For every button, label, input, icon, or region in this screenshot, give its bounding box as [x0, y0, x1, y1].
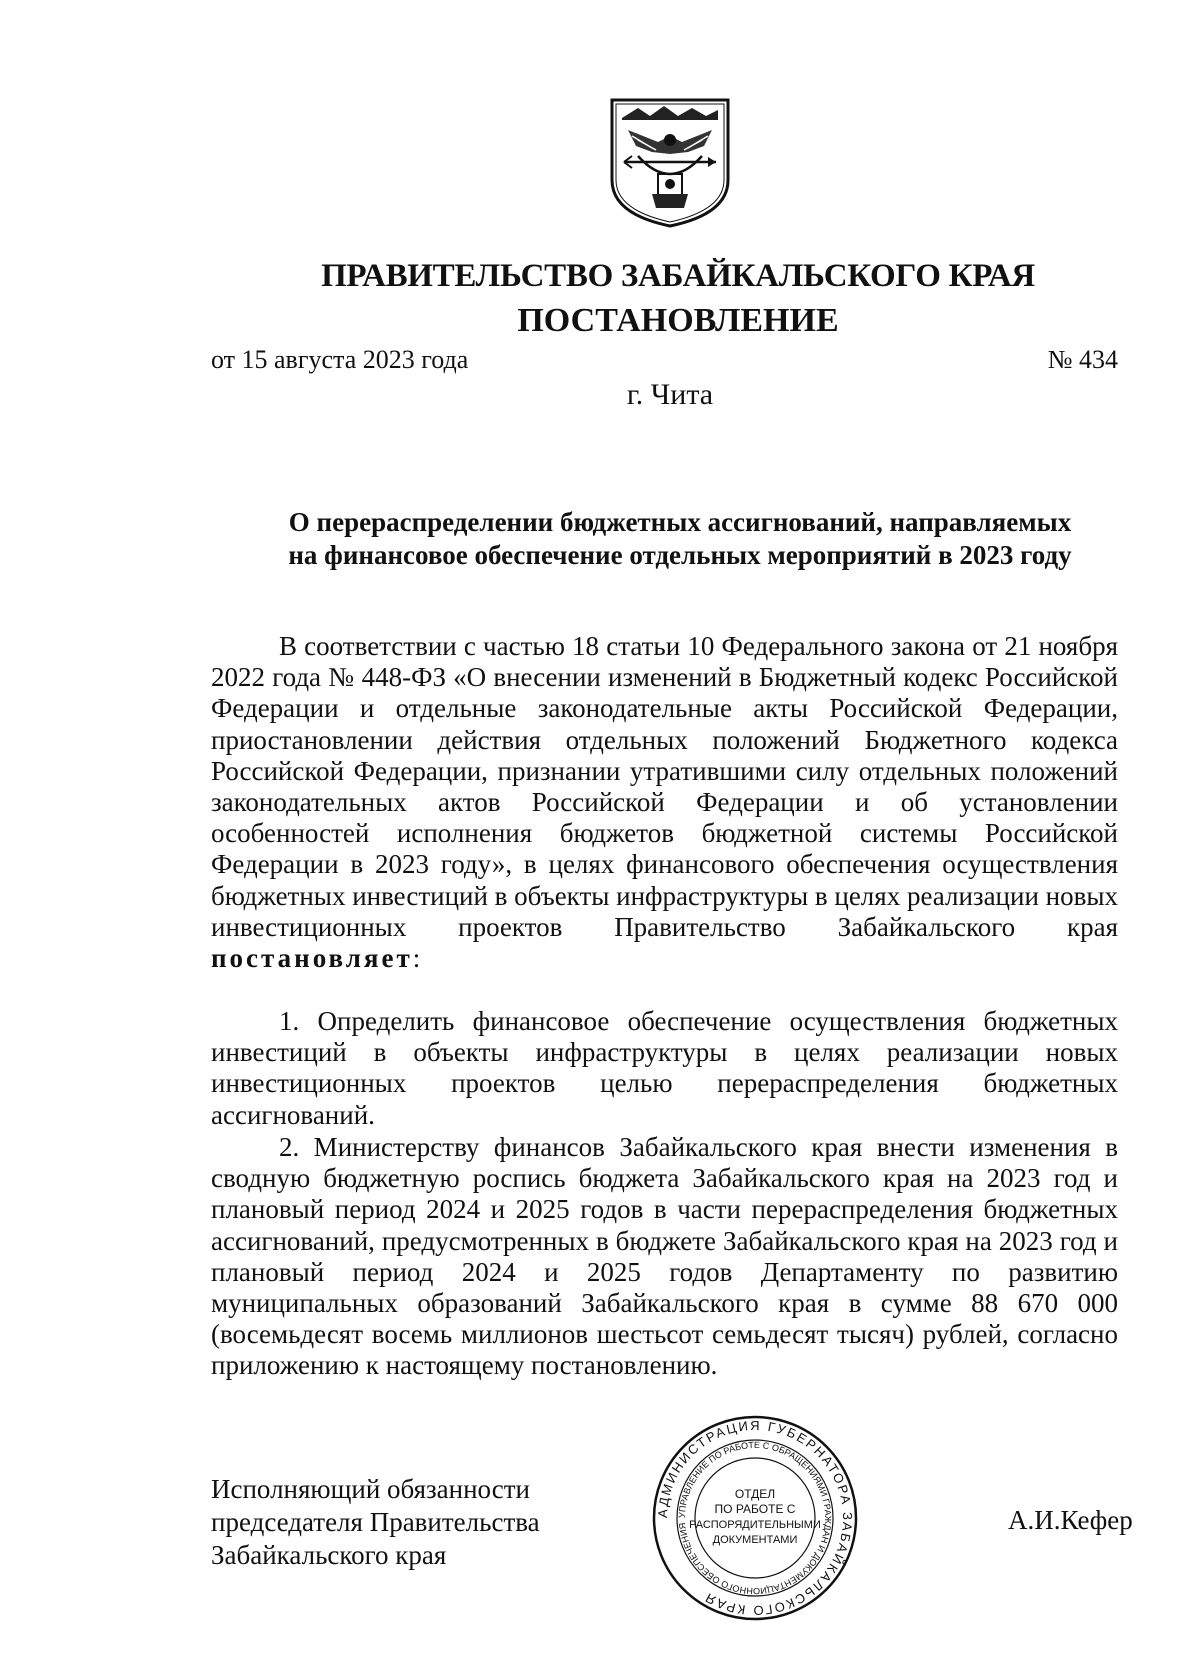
official-stamp [650, 1413, 860, 1623]
signer-position [211, 1473, 540, 1572]
subject-line-2: на финансовое обеспечение отдельных мероприятий в 2023 году [288, 540, 1072, 570]
document-type: ПОСТАНОВЛЕНИЕ [517, 302, 839, 339]
clause-1: 1. Определить финансовое обеспечение осуществления бюджетных инвестиций в объекты инфраструктуры в целях реализации новых инвестиционных проектов целью перераспределения бюджетных ассигнований. [211, 1006, 1118, 1130]
subject-line-1: О перераспределении бюджетных ассигнований, направляемых [288, 507, 1072, 537]
stamp-ring-text: УПРАВЛЕНИЕ ПО РАБОТЕ С ОБРАЩЕНИЯМИ ГРАЖДАН И ДОКУМЕНТАЦИОННОГО ОБЕСПЕЧЕНИЯ [676, 1439, 834, 1597]
document-date: от 15 августа 2023 года [211, 345, 469, 374]
signer-position-line-2: председателя Правительства [211, 1507, 540, 1537]
coat-of-arms-icon [608, 96, 732, 230]
stamp-center-line-1: ОТДЕЛ [734, 1487, 776, 1501]
decree-colon: : [412, 943, 421, 974]
clause-2: 2. Министерству финансов Забайкальского края внести изменения в сводную бюджетную роспись бюджета Забайкальского края на 2023 год и плановый период 2024 и 2025 годов в части перераспределения бюджетных ассигнований, предусмотренных в бюджете Забайкальского края на 2023 год и плановый период 2024 и 2025 годов Департаменту по развитию муниципальных образований Забайкальского края в сумме 88 670 000 (восемьдесят восемь миллионов шестьсот семьдесят тысяч) рублей, согласно приложению к настоящему постановлению. [211, 1132, 1118, 1381]
decree-word: постановляет [211, 943, 413, 974]
stamp-outer-text: АДМИНИСТРАЦИЯ ГУБЕРНАТОРА ЗАБАЙКАЛЬСКОГО КРАЯ [654, 1417, 856, 1619]
document-number: № 434 [1047, 345, 1118, 374]
preamble-paragraph [211, 631, 1118, 974]
svg-text:УПРАВЛЕНИЕ ПО РАБОТЕ С ОБРАЩЕН [677, 1440, 833, 1596]
signer-position-line-3: Забайкальского края [211, 1540, 447, 1570]
stamp-center-line-4: ДОКУМЕНТАМИ [712, 1534, 798, 1546]
preamble-text: В соответствии с частью 18 статьи 10 Федерального закона от 21 ноября 2022 года № 448-ФЗ «О внесении изменений в Бюджетный кодекс Российской Федерации и отдельные законодательные акты Российской Федерации, приостановлении действия отдельных положений Бюджетного кодекса Российской Федерации, признании утратившими силу отдельных положений законодательных актов Российской Федерации и об установлении особенностей исполнения бюджетов бюджетной системы Российской Федерации в 2023 году», в целях финансового обеспечения осуществления бюджетных инвестиций в объекты инфраструктуры в целях реализации новых инвестиционных проектов Правительство Забайкальского края [211, 631, 1118, 942]
document-subject [140, 506, 1200, 572]
organization-title: ПРАВИТЕЛЬСТВО ЗАБАЙКАЛЬСКОГО КРАЯ [321, 258, 1035, 294]
stamp-center-line-3: РАСПОРЯДИТЕЛЬНЫМИ [689, 1519, 821, 1531]
document-city: г. Чита [626, 378, 714, 411]
stamp-center-line-2: ПО РАБОТЕ С [714, 1502, 796, 1516]
signer-name: А.И.Кефер [1008, 1505, 1133, 1535]
signer-position-line-1: Исполняющий обязанности [211, 1474, 530, 1504]
